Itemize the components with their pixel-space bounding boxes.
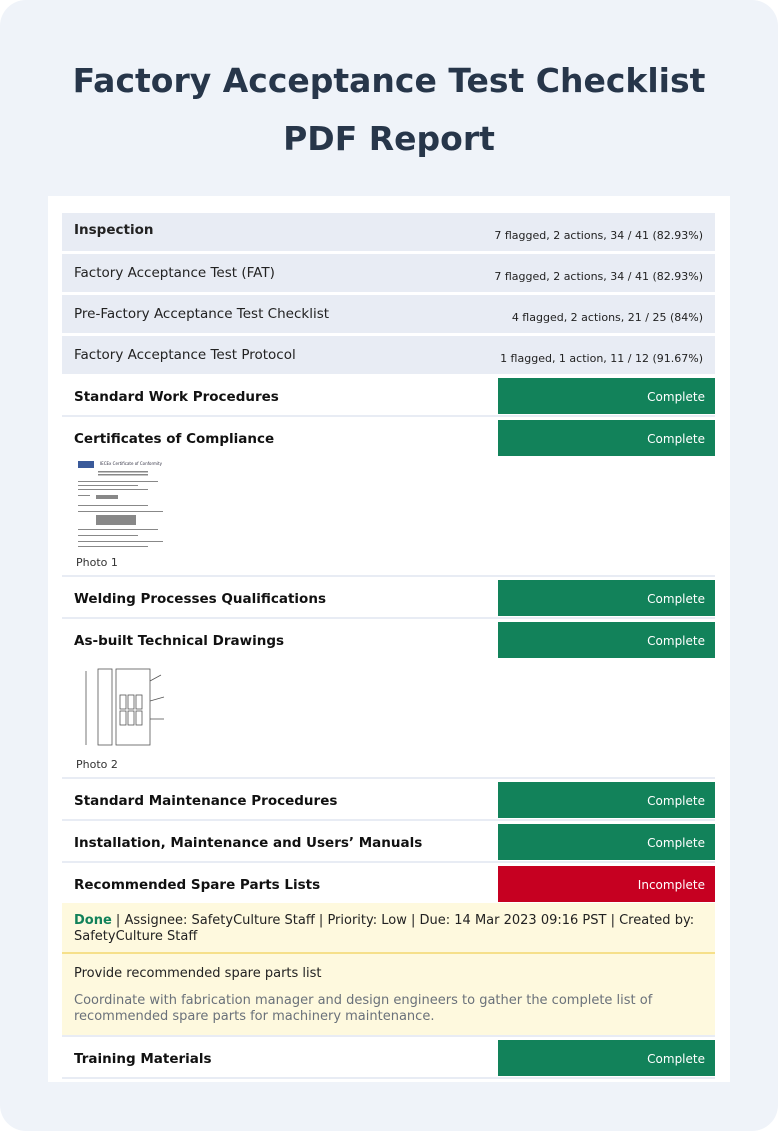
checklist-item	[62, 419, 715, 577]
item-label: Training Materials	[74, 1051, 212, 1067]
status-badge: Complete	[498, 824, 715, 860]
item-label: Certificates of Compliance	[74, 431, 275, 447]
summary-row	[62, 336, 715, 374]
item-label: Standard Maintenance Procedures	[74, 793, 338, 809]
checklist-item	[62, 621, 715, 779]
checklist-item	[62, 579, 715, 619]
summary-label: Pre-Factory Acceptance Test Checklist	[74, 306, 330, 322]
page-title	[0, 52, 778, 168]
summary-row	[62, 295, 715, 333]
checklist-item	[62, 1039, 715, 1079]
checklist-item	[62, 377, 715, 417]
photo-caption: Photo 1	[76, 556, 118, 569]
summary-stats: 1 flagged, 1 action, 11 / 12 (91.67%)	[500, 351, 703, 365]
item-label: Welding Processes Qualifications	[74, 591, 326, 607]
item-label: Standard Work Procedures	[74, 389, 279, 405]
drawing-thumbnail[interactable]	[76, 661, 168, 753]
summary-label: Inspection	[74, 222, 154, 238]
checklist-item	[62, 781, 715, 821]
summary-row-inspection	[62, 213, 715, 251]
title-line-2: PDF Report	[283, 119, 495, 158]
summary-label: Factory Acceptance Test (FAT)	[74, 265, 275, 281]
summary-row	[62, 254, 715, 292]
status-badge: Complete	[498, 378, 715, 414]
summary-stats: 7 flagged, 2 actions, 34 / 41 (82.93%)	[494, 269, 703, 283]
summary-stats: 4 flagged, 2 actions, 21 / 25 (84%)	[511, 310, 703, 324]
action-status: Done	[74, 913, 112, 928]
action-title: Provide recommended spare parts list	[74, 966, 322, 981]
checklist-item	[62, 865, 715, 1037]
item-label: As-built Technical Drawings	[74, 633, 285, 649]
action-meta	[62, 903, 715, 954]
action-card[interactable]	[62, 903, 715, 1035]
certificate-title: IECEx Certificate of Conformity	[100, 461, 162, 466]
photo-attachment[interactable]	[62, 457, 715, 575]
status-badge: Complete	[498, 420, 715, 456]
action-details: | Assignee: SafetyCulture Staff | Priority: Low | Due: 14 Mar 2023 09:16 PST | Created by: SafetyCulture Staff	[74, 913, 695, 944]
summary-label: Factory Acceptance Test Protocol	[74, 347, 296, 363]
item-label: Installation, Maintenance and Users’ Manuals	[74, 835, 423, 851]
status-badge: Complete	[498, 622, 715, 658]
summary-stats: 7 flagged, 2 actions, 34 / 41 (82.93%)	[494, 228, 703, 242]
photo-attachment[interactable]	[62, 659, 715, 777]
report-preview	[48, 196, 730, 1082]
title-line-1: Factory Acceptance Test Checklist	[72, 61, 706, 100]
status-badge: Complete	[498, 782, 715, 818]
item-label: Recommended Spare Parts Lists	[74, 877, 321, 893]
photo-caption: Photo 2	[76, 758, 118, 771]
status-badge: Complete	[498, 580, 715, 616]
checklist-item	[62, 823, 715, 863]
certificate-thumbnail[interactable]	[76, 459, 168, 551]
status-badge: Complete	[498, 1040, 715, 1076]
action-description: Coordinate with fabrication manager and design engineers to gather the complete list of recommended spare parts for machinery maintenance.	[74, 993, 653, 1024]
status-badge: Incomplete	[498, 866, 715, 902]
